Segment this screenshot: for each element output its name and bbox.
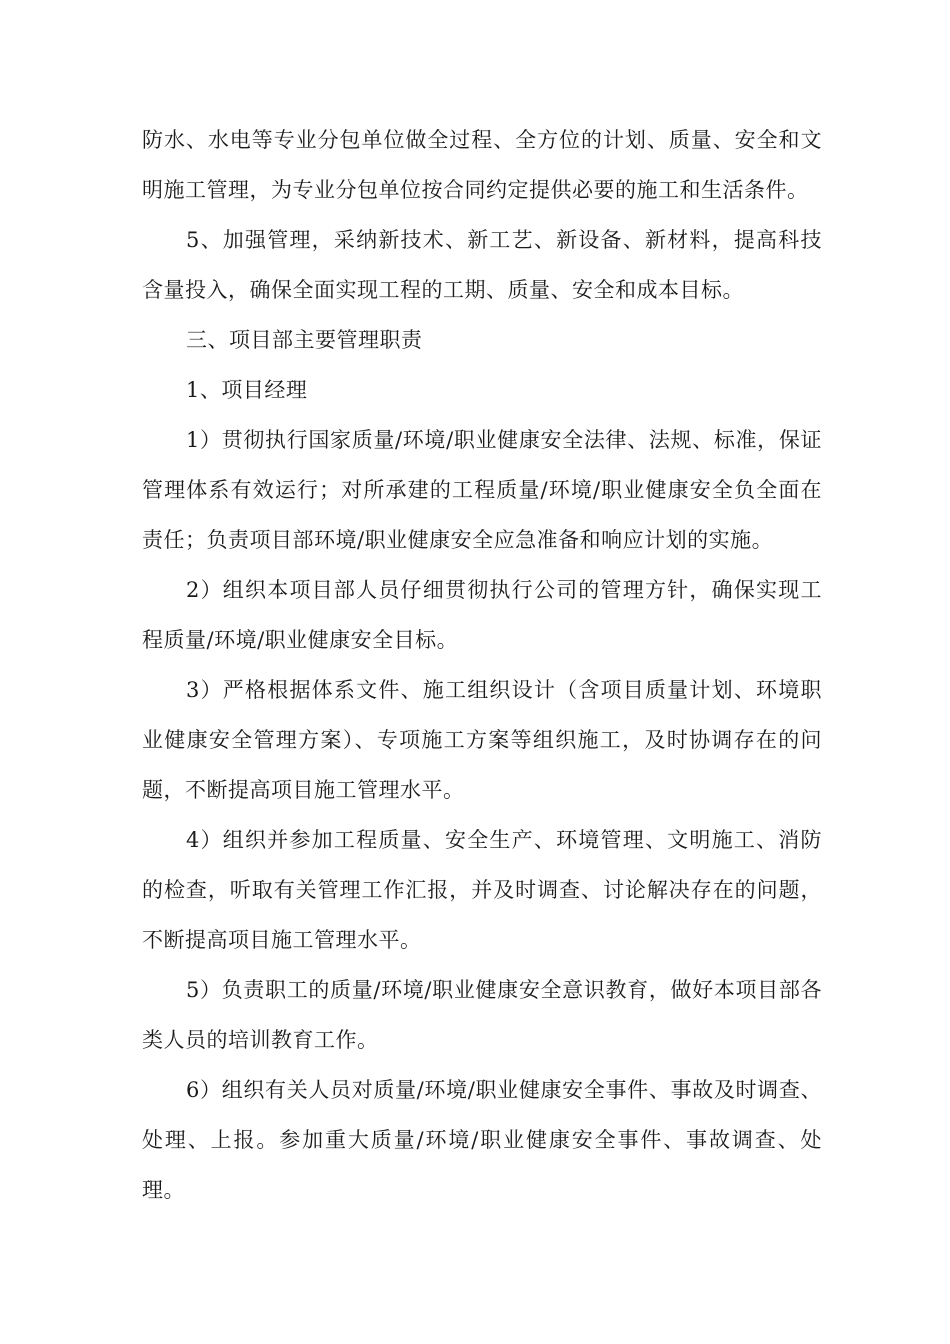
paragraph-continuation: 防水、水电等专业分包单位做全过程、全方位的计划、质量、安全和文明施工管理，为专业分包单位按合同约定提供必要的施工和生活条件。 xyxy=(142,128,822,202)
paragraph-duty-2: 2）组织本项目部人员仔细贯彻执行公司的管理方针，确保实现工程质量/环境/职业健康安全目标。 xyxy=(142,578,822,652)
subsection-heading: 1、项目经理 xyxy=(186,378,308,402)
paragraph-duty-1: 1）贯彻执行国家质量/环境/职业健康安全法律、法规、标准，保证管理体系有效运行；对所承建的工程质量/环境/职业健康安全负全面在责任；负责项目部环境/职业健康安全应急准备和响应计划的实施。 xyxy=(142,428,822,552)
paragraph-duty-6: 6）组织有关人员对质量/环境/职业健康安全事件、事故及时调查、处理、上报。参加重大质量/环境/职业健康安全事件、事故调查、处理。 xyxy=(142,1078,822,1202)
paragraph-duty-3: 3）严格根据体系文件、施工组织设计（含项目质量计划、环境职业健康安全管理方案）、专项施工方案等组织施工，及时协调存在的问题，不断提高项目施工管理水平。 xyxy=(142,678,822,802)
paragraph-item-5: 5、加强管理，采纳新技术、新工艺、新设备、新材料，提高科技含量投入，确保全面实现工程的工期、质量、安全和成本目标。 xyxy=(142,228,822,302)
section-heading: 三、项目部主要管理职责 xyxy=(186,328,423,352)
paragraph-duty-5: 5）负责职工的质量/环境/职业健康安全意识教育，做好本项目部各类人员的培训教育工作。 xyxy=(142,978,822,1052)
document-body xyxy=(142,115,822,1215)
paragraph-duty-4: 4）组织并参加工程质量、安全生产、环境管理、文明施工、消防的检查，听取有关管理工作汇报，并及时调查、讨论解决存在的问题，不断提高项目施工管理水平。 xyxy=(142,828,822,952)
